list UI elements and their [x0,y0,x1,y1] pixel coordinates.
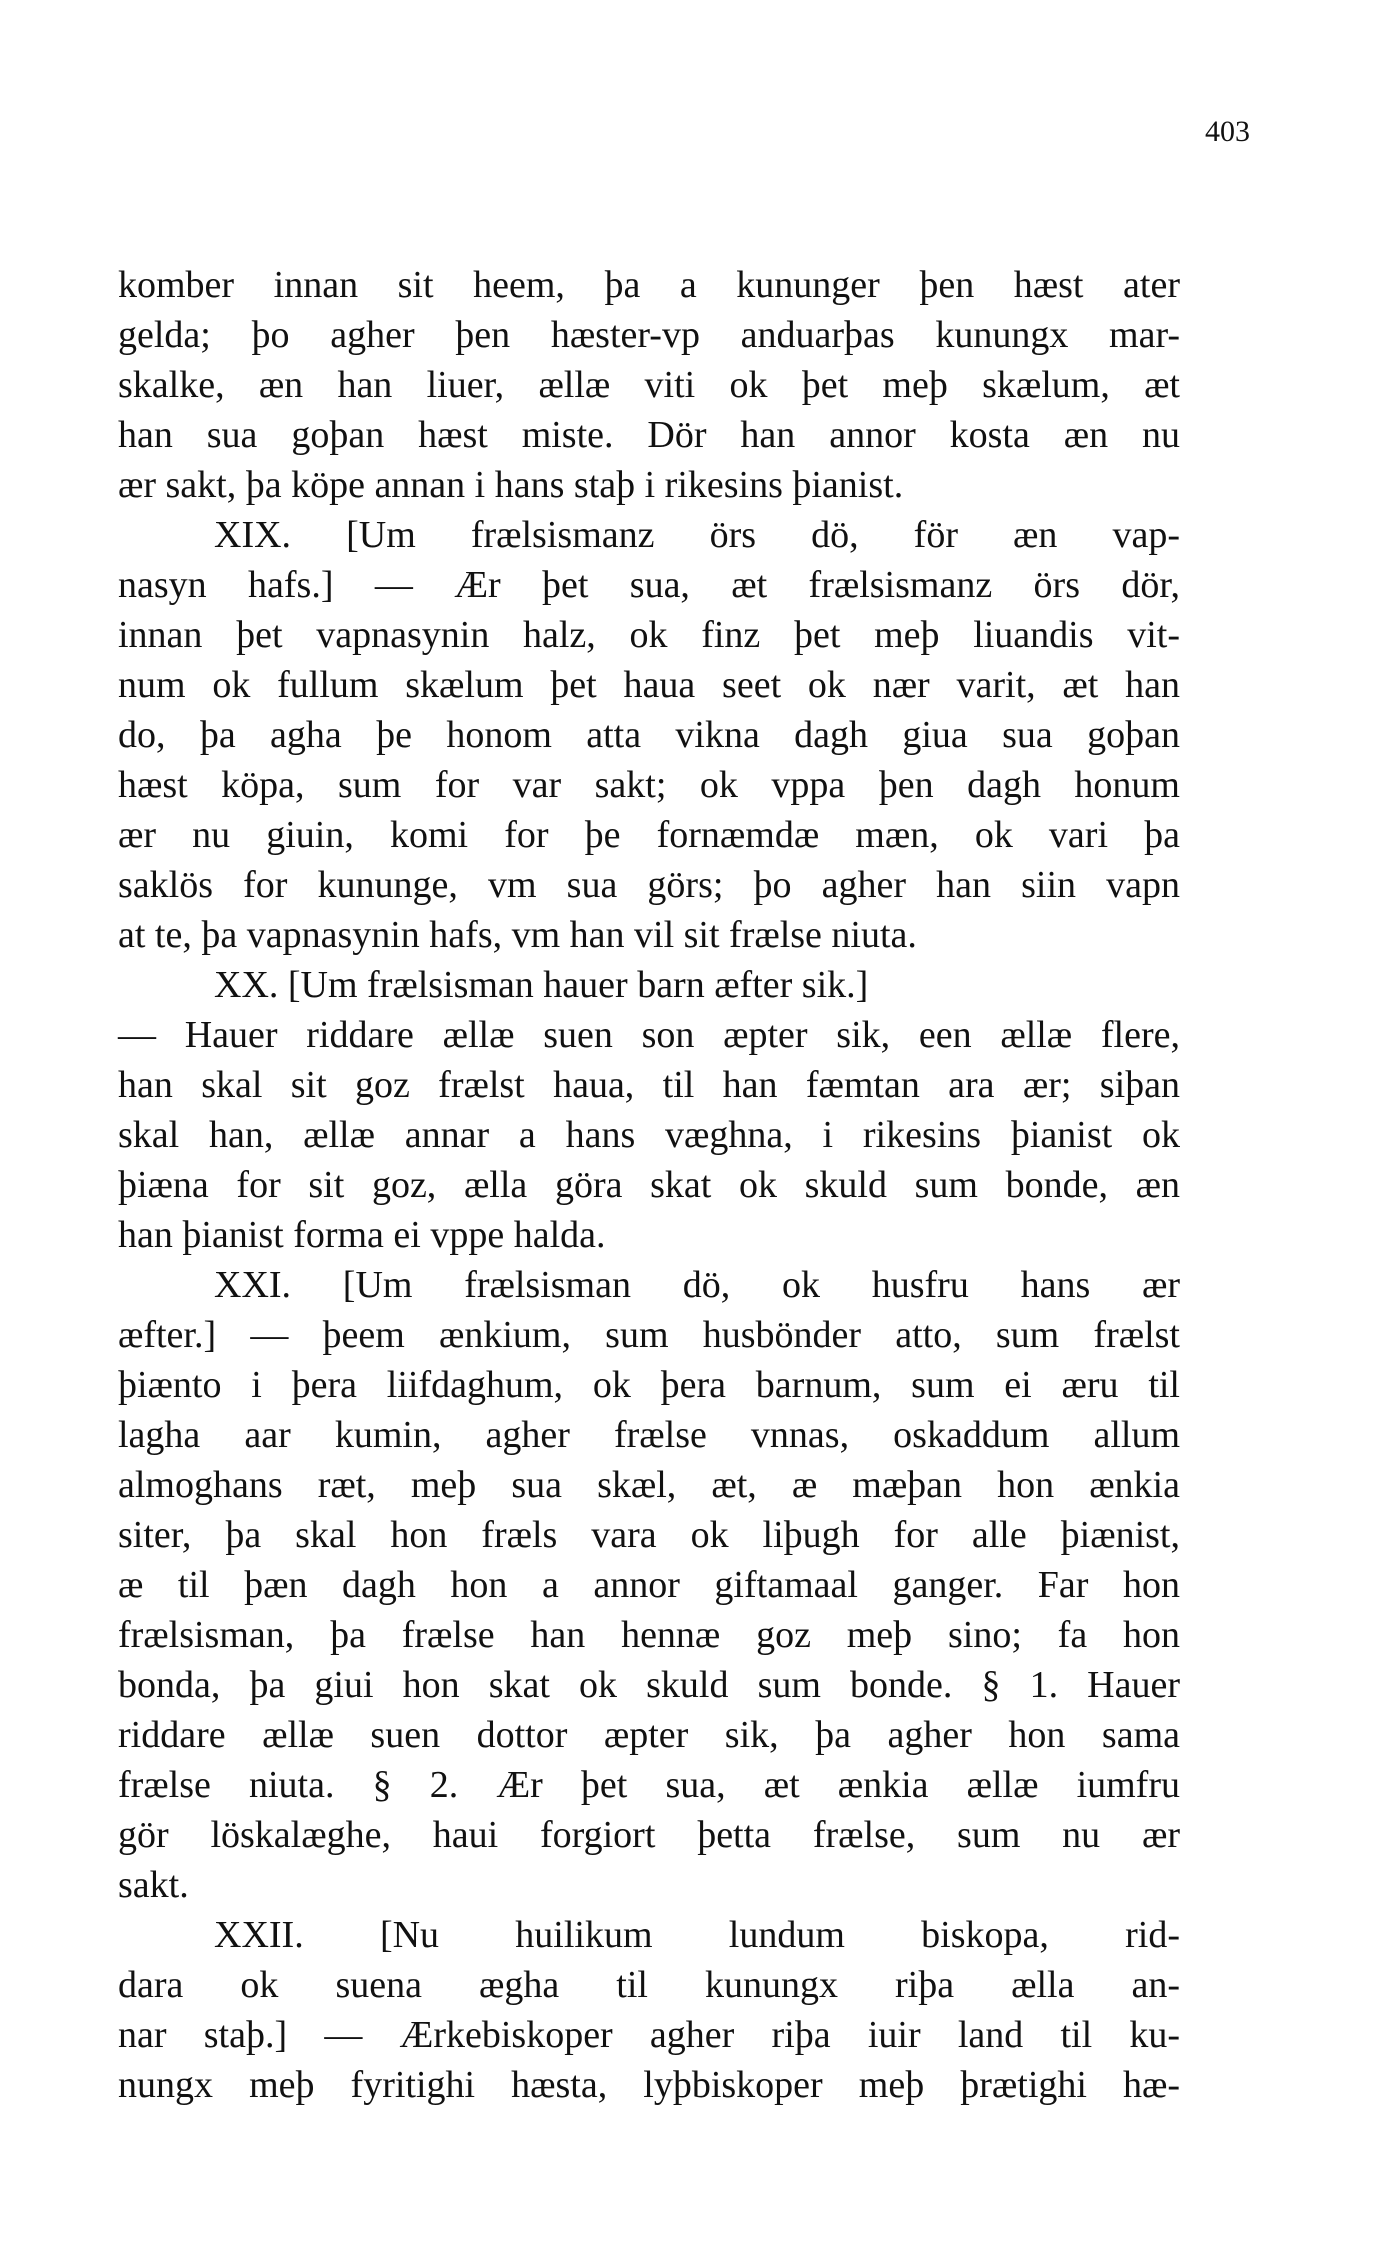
text-line: han sua goþan hæst miste. Dör han annor kosta æn nu [118,414,1180,456]
text-line: þiænto i þera liifdaghum, ok þera barnum, sum ei æru til [118,1364,1180,1406]
text-line: at te, þa vapnasynin hafs, vm han vil sit frælse niuta. [118,914,917,956]
text-line: skal han, ællæ annar a hans væghna, i rikesins þianist ok [118,1114,1180,1156]
text-line: dara ok suena ægha til kunungx riþa ælla an- [118,1964,1180,2006]
text-line: æ til þæn dagh hon a annor giftamaal ganger. Far hon [118,1564,1180,1606]
text-line: þiæna for sit goz, ælla göra skat ok skuld sum bonde, æn [118,1164,1180,1206]
text-line: num ok fullum skælum þet haua seet ok nær varit, æt han [118,664,1180,706]
text-line: lagha aar kumin, agher frælse vnnas, oskaddum allum [118,1414,1180,1456]
text-line: innan þet vapnasynin halz, ok finz þet meþ liuandis vit- [118,614,1180,656]
text-line: siter, þa skal hon fræls vara ok liþugh for alle þiænist, [118,1514,1180,1556]
text-line: frælse niuta. § 2. Ær þet sua, æt ænkia ællæ iumfru [118,1764,1180,1806]
text-line: han skal sit goz frælst haua, til han fæmtan ara ær; siþan [118,1064,1180,1106]
section-heading-xix: XIX. [Um frælsismanz örs dö, för æn vap- [214,514,1180,556]
text-line: nasyn hafs.] — Ær þet sua, æt frælsismanz örs dör, [118,564,1180,606]
text-line: frælsisman, þa frælse han hennæ goz meþ sino; fa hon [118,1614,1180,1656]
text-line: almoghans ræt, meþ sua skæl, æt, æ mæþan hon ænkia [118,1464,1180,1506]
text-line: hæst köpa, sum for var sakt; ok vppa þen dagh honum [118,764,1180,806]
text-line: gör löskalæghe, haui forgiort þetta frælse, sum nu ær [118,1814,1180,1856]
section-heading-xxi: XXI. [Um frælsisman dö, ok husfru hans ær [214,1264,1180,1306]
text-line: han þianist forma ei vppe halda. [118,1214,606,1256]
text-line: sakt. [118,1864,189,1906]
text-line: do, þa agha þe honom atta vikna dagh giua sua goþan [118,714,1180,756]
text-line: ær sakt, þa köpe annan i hans staþ i rikesins þianist. [118,464,904,506]
text-line: bonda, þa giui hon skat ok skuld sum bonde. § 1. Hauer [118,1664,1180,1706]
text-line: gelda; þo agher þen hæster-vp anduarþas kunungx mar- [118,314,1180,356]
section-heading-xx: XX. [Um frælsisman hauer barn æfter sik.] [214,964,869,1006]
text-line: — Hauer riddare ællæ suen son æpter sik, een ællæ flere, [118,1014,1180,1056]
text-line: skalke, æn han liuer, ællæ viti ok þet meþ skælum, æt [118,364,1180,406]
text-line: æfter.] — þeem ænkium, sum husbönder atto, sum frælst [118,1314,1180,1356]
text-line: ær nu giuin, komi for þe fornæmdæ mæn, ok vari þa [118,814,1180,856]
text-line: riddare ællæ suen dottor æpter sik, þa agher hon sama [118,1714,1180,1756]
text-line: nar staþ.] — Ærkebiskoper agher riþa iuir land til ku- [118,2014,1180,2056]
text-line: nungx meþ fyritighi hæsta, lyþbiskoper meþ þrætighi hæ- [118,2064,1180,2106]
section-heading-xxii: XXII. [Nu huilikum lundum biskopa, rid- [214,1914,1180,1956]
page-number: 403 [1205,115,1250,148]
text-line: saklös for kununge, vm sua görs; þo agher han siin vapn [118,864,1180,906]
text-line: komber innan sit heem, þa a kununger þen hæst ater [118,264,1180,306]
